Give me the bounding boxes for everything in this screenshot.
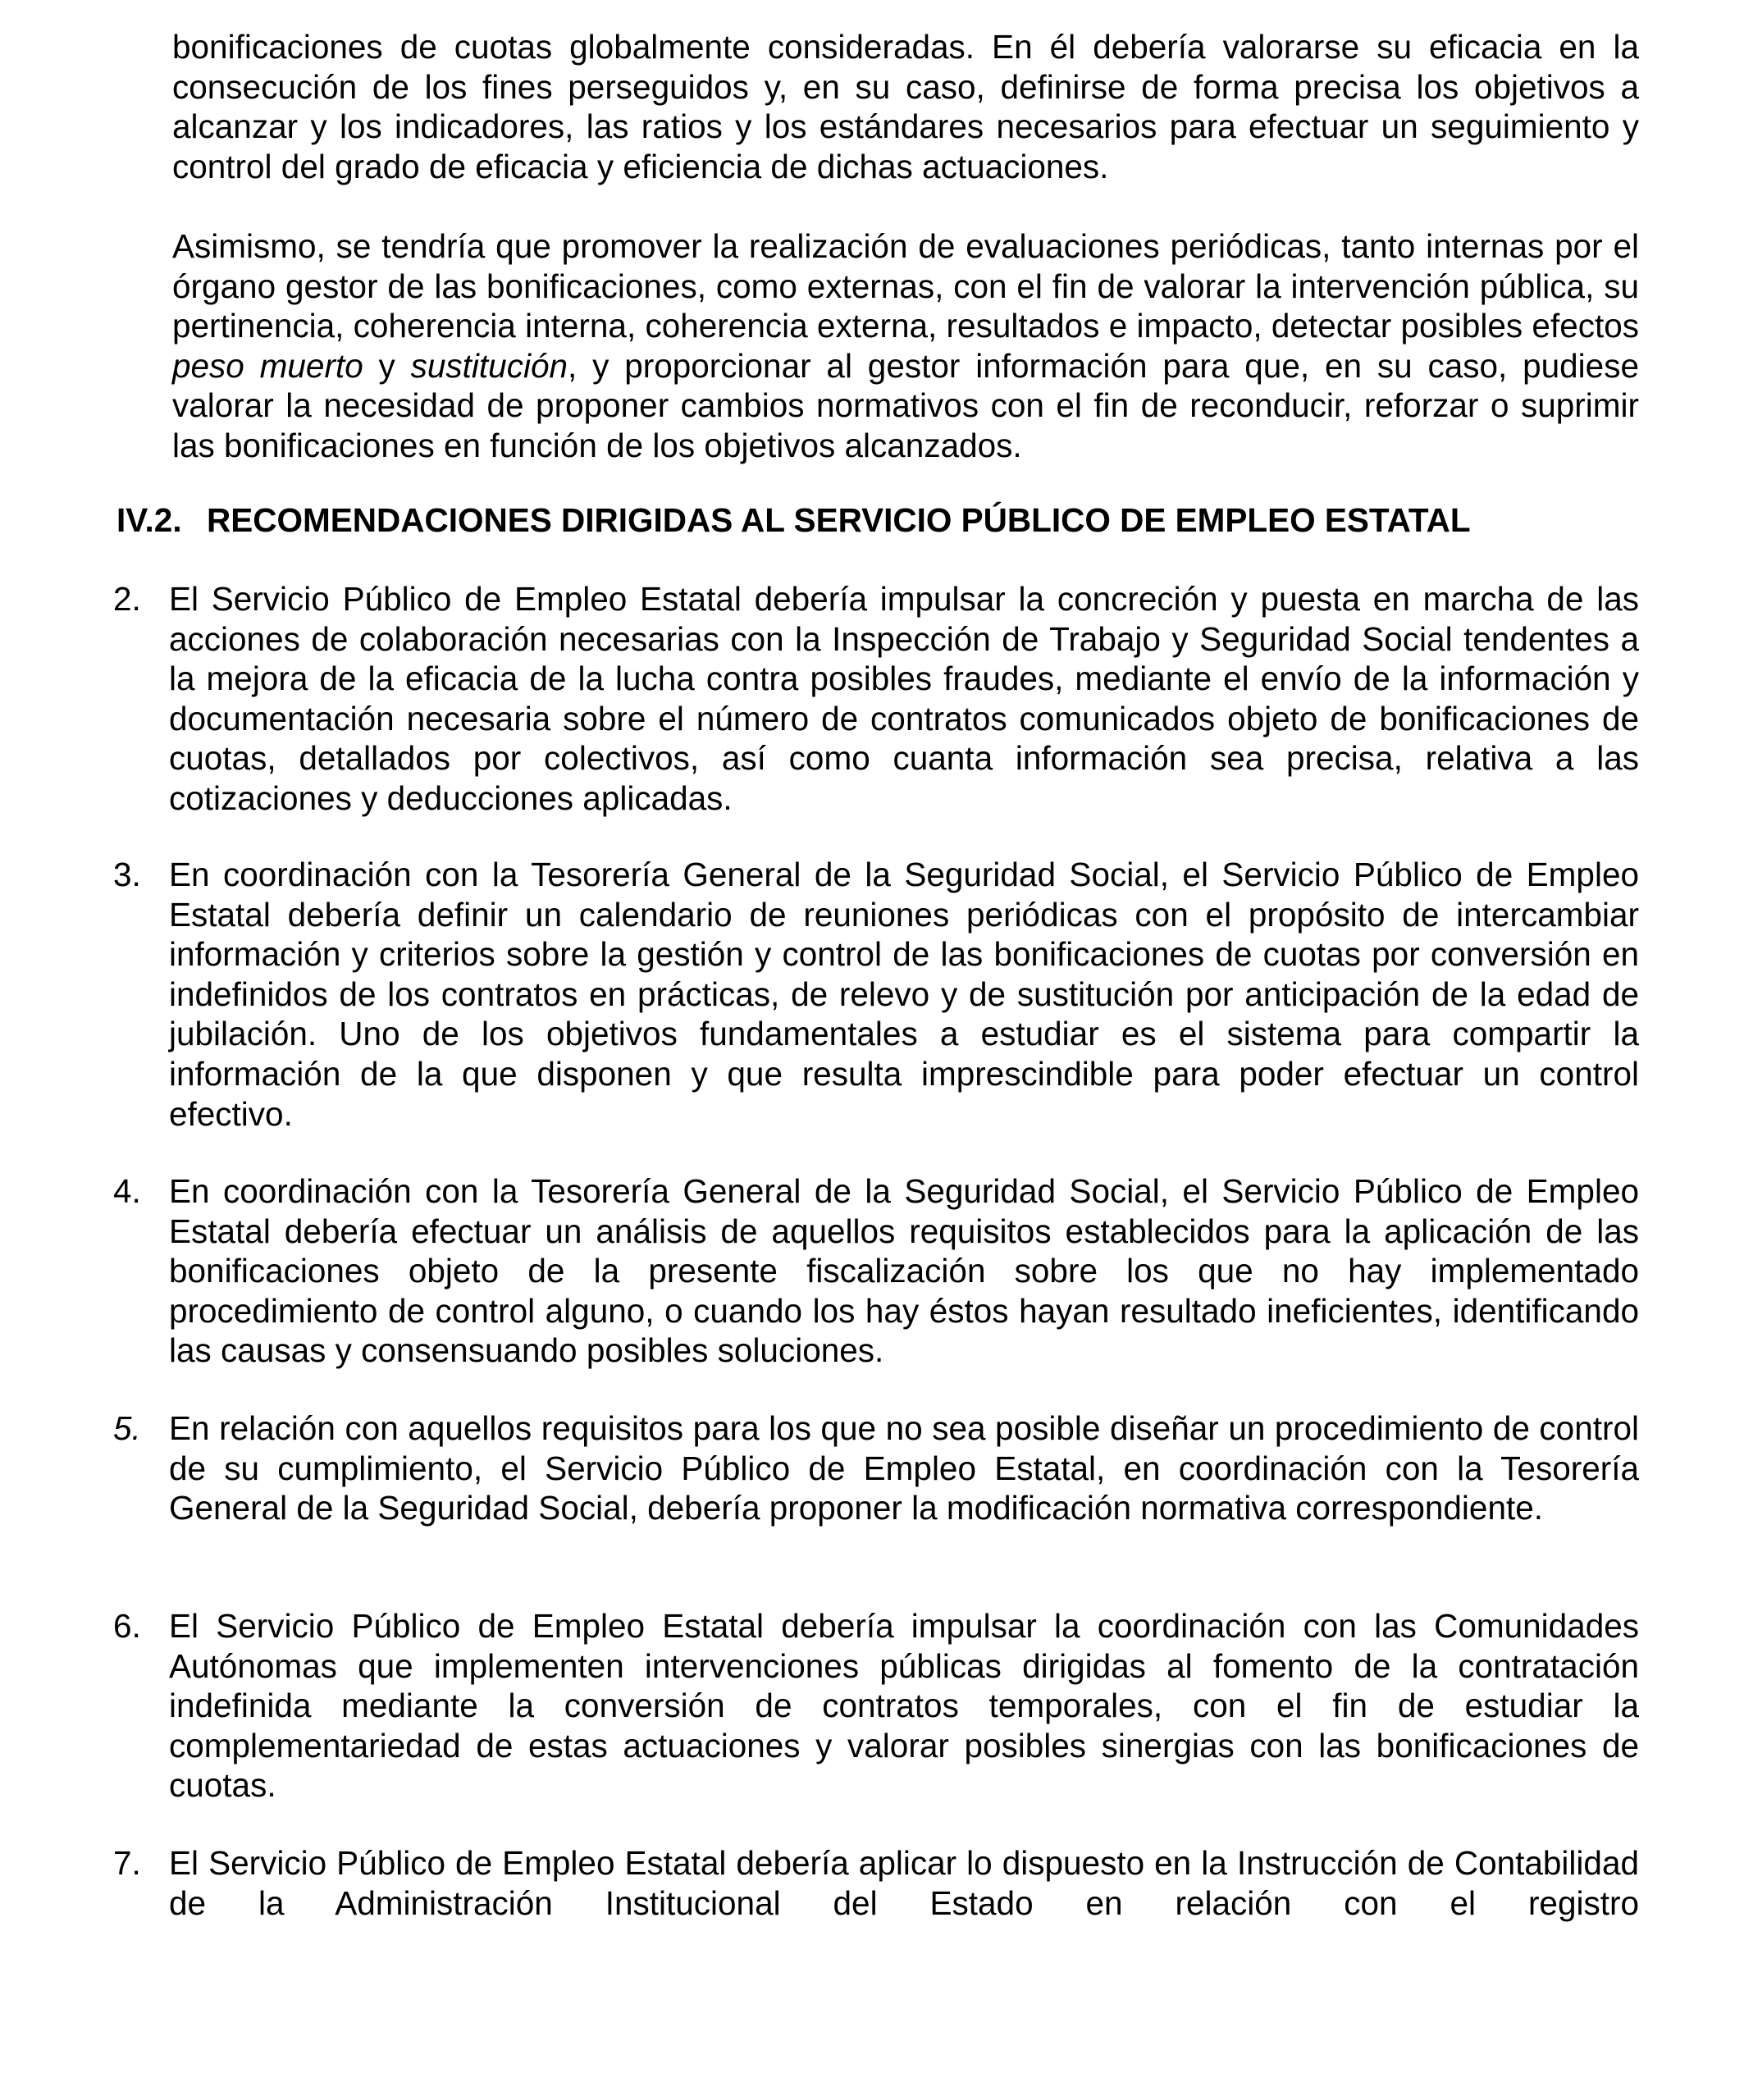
list-item-text: El Servicio Público de Empleo Estatal debería aplicar lo dispuesto en la Instrucción de Contabilidad de la Administración Institucional del Estado en relación con el registro [169, 1844, 1639, 1922]
intro-paragraph: bonificaciones de cuotas globalmente consideradas. En él debería valorarse su eficacia en la consecución de los fines perseguidos y, en su caso, definirse de forma precisa los objetivos a alcanzar y los indicadores, las ratios y los estándares necesarios para efectuar un seguimiento y control del grado de eficacia y eficiencia de dichas actuaciones. [172, 28, 1639, 185]
list-item-text: En relación con aquellos requisitos para los que no sea posible diseñar un procedimiento de control de su cumplimiento, el Servicio Público de Empleo Estatal, en coordinación con la Tesorería General de la Seguridad Social, debería proponer la modificación normativa correspondiente. [169, 1409, 1639, 1527]
evaluation-paragraph-italic2: sustitución [410, 346, 568, 385]
list-item-text: En coordinación con la Tesorería General de la Seguridad Social, el Servicio Público de Empleo Estatal debería efectuar un análisis de aquellos requisitos establecidos para la aplicación de las bonificaciones objeto de la presente fiscalización sobre los que no hay implementado procedimiento de control alguno, o cuando los hay éstos hayan resultado ineficientes, identificando las causas y consensuando posibles soluciones. [169, 1172, 1639, 1370]
list-item-number: 5. [113, 1409, 141, 1447]
list-item-text: El Servicio Público de Empleo Estatal debería impulsar la concreción y puesta en marcha de las acciones de colaboración necesarias con la Inspección de Trabajo y Seguridad Social tendentes a la mejora de la eficacia de la lucha contra posibles fraudes, mediante el envío de la información y documentación necesaria sobre el número de contratos comunicados objeto de bonificaciones de cuotas, detallados por colectivos, así como cuanta información sea precisa, relativa a las cotizaciones y deducciones aplicadas. [169, 580, 1639, 817]
evaluation-paragraph-part1: Asimismo, se tendría que promover la realización de evaluaciones periódicas, tanto internas por el órgano gestor de las bonificaciones, como externas, con el fin de valorar la intervención pública, su pertinencia, coherencia interna, coherencia externa, resultados e impacto, detectar posibles efectos [172, 227, 1639, 345]
list-item-text: El Servicio Público de Empleo Estatal debería impulsar la coordinación con las Comunidades Autónomas que implementen intervenciones públicas dirigidas al fomento de la contratación indefinida mediante la conversión de contratos temporales, con el fin de estudiar la complementariedad de estas actuaciones y valorar posibles sinergias con las bonificaciones de cuotas. [169, 1607, 1639, 1805]
evaluation-paragraph-part3: , y proporcionar al gestor información para que, en su caso, pudiese valorar la necesidad de proponer cambios normativos con el fin de reconducir, reforzar o suprimir las bonificaciones en función de los objetivos alcanzados. [172, 346, 1639, 464]
list-item-number: 7. [113, 1844, 141, 1882]
list-item-number: 2. [113, 580, 141, 618]
section-heading-number: IV.2. [116, 501, 182, 539]
list-item-number: 6. [113, 1607, 141, 1645]
list-item-text: En coordinación con la Tesorería General de la Seguridad Social, el Servicio Público de Empleo Estatal debería definir un calendario de reuniones periódicas con el propósito de intercambiar información y criterios sobre la gestión y control de las bonificaciones de cuotas por conversión en indefinidos de los contratos en prácticas, de relevo y de sustitución por anticipación de la edad de jubilación. Uno de los objetivos fundamentales a estudiar es el sistema para compartir la información de la que disponen y que resulta imprescindible para poder efectuar un control efectivo. [169, 856, 1639, 1133]
evaluation-paragraph-part2: y [363, 346, 411, 385]
section-heading-title: RECOMENDACIONES DIRIGIDAS AL SERVICIO PÚBLICO DE EMPLEO ESTATAL [207, 501, 1471, 539]
list-item-number: 3. [113, 856, 141, 893]
evaluation-paragraph [172, 226, 1639, 466]
list-item-number: 4. [113, 1172, 141, 1210]
section-heading [116, 500, 1642, 541]
evaluation-paragraph-italic1: peso muerto [172, 346, 363, 385]
